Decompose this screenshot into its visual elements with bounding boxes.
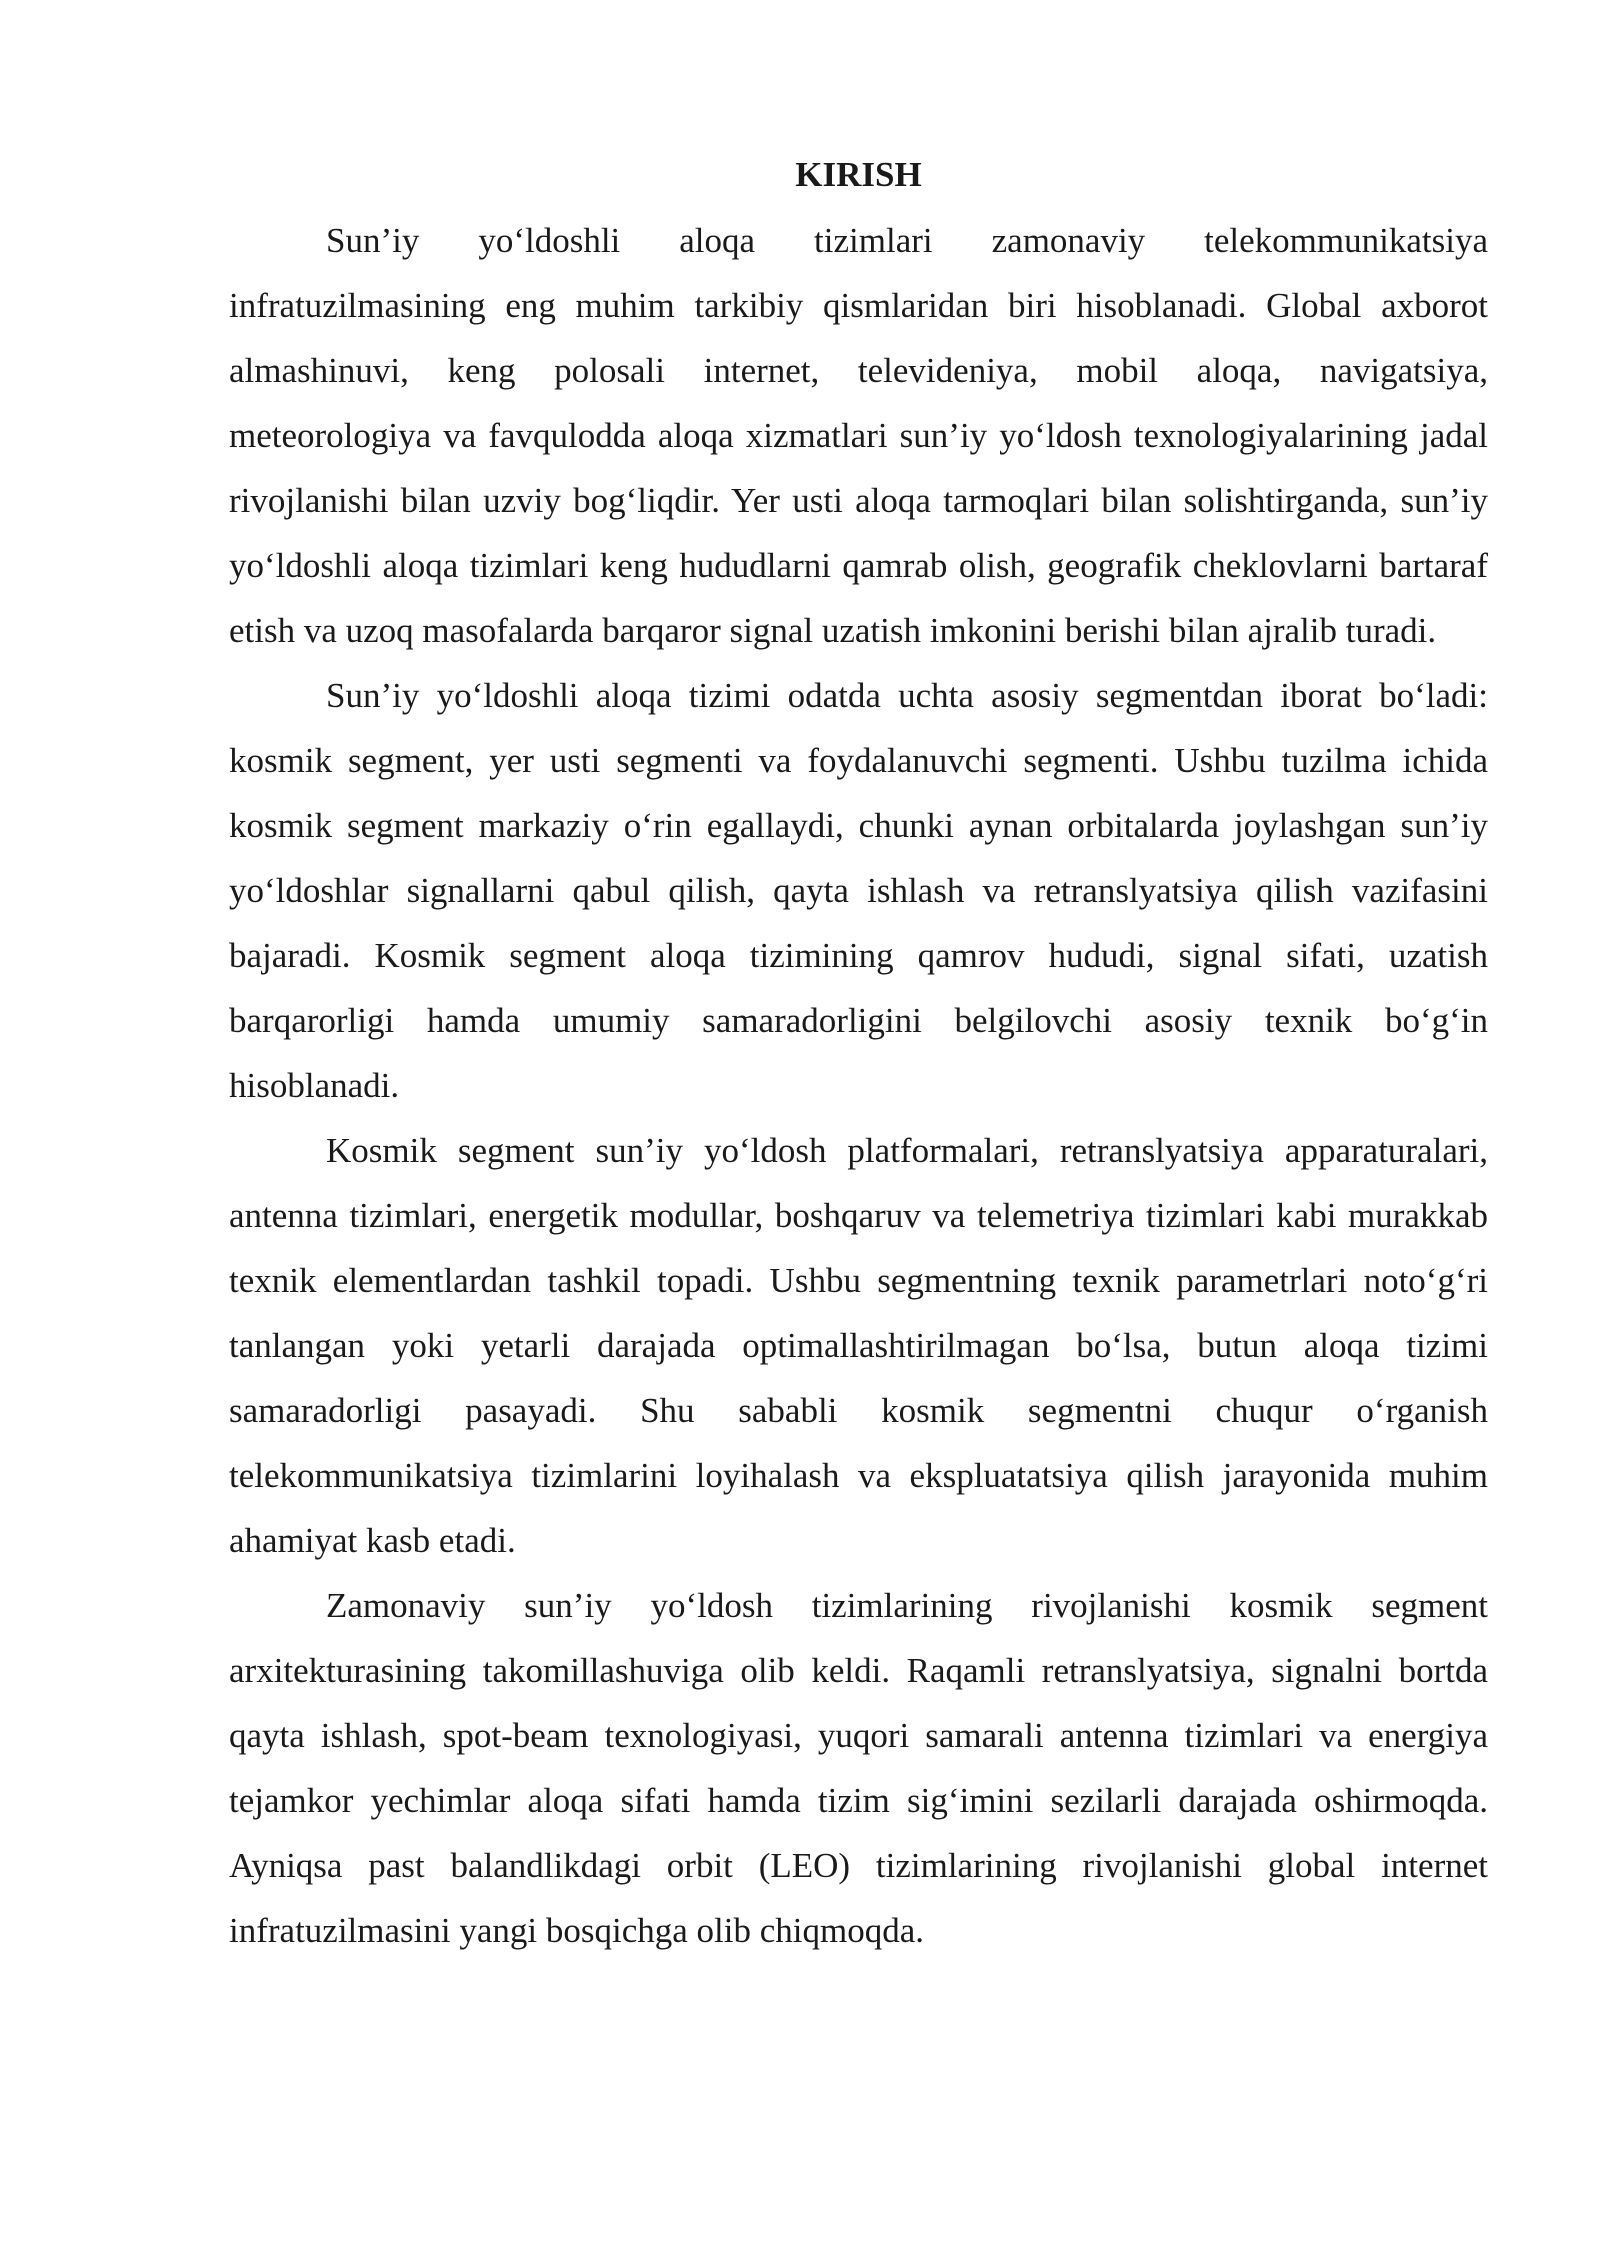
paragraph-3: Kosmik segment sun’iy yo‘ldosh platformalari, retranslyatsiya apparaturalari, antenna tizimlari, energetik modullar, boshqaruv va telemetriya tizimlari kabi murakkab texnik elementlardan tashkil topadi. Ushbu segmentning texnik parametrlari noto‘g‘ri tanlangan yoki yetarli darajada optimallashtirilmagan bo‘lsa, butun aloqa tizimi samaradorligi pasayadi. Shu sababli kosmik segmentni chuqur o‘rganish telekommunikatsiya tizimlarini loyihalash va ekspluatatsiya qilish jarayonida muhim ahamiyat kasb etadi. (229, 1131, 1488, 1560)
paragraph-4: Zamonaviy sun’iy yo‘ldosh tizimlarining rivojlanishi kosmik segment arxitekturasining takomillashuviga olib keldi. Raqamli retranslyatsiya, signalni bortda qayta ishlash, spot-beam texnologiyasi, yuqori samarali antenna tizimlari va energiya tejamkor yechimlar aloqa sifati hamda tizim sig‘imini sezilarli darajada oshirmoqda. Ayniqsa past balandlikdagi orbit (LEO) tizimlarining rivojlanishi global internet infratuzilmasini yangi bosqichga olib chiqmoqda. (229, 1586, 1488, 1950)
paragraph-1: Sun’iy yo‘ldoshli aloqa tizimlari zamonaviy telekommunikatsiya infratuzilmasining eng muhim tarkibiy qismlaridan biri hisoblanadi. Global axborot almashinuvi, keng polosali internet, televideniya, mobil aloqa, navigatsiya, meteorologiya va favqulodda aloqa xizmatlari sun’iy yo‘ldosh texnologiyalarining jadal rivojlanishi bilan uzviy bog‘liqdir. Yer usti aloqa tarmoqlari bilan solishtirganda, sun’iy yo‘ldoshli aloqa tizimlari keng hududlarni qamrab olish, geografik cheklovlarni bartaraf etish va uzoq masofalarda barqaror signal uzatish imkonini berishi bilan ajralib turadi. (229, 221, 1488, 650)
section-heading: KIRISH (795, 155, 922, 194)
paragraph-2: Sun’iy yo‘ldoshli aloqa tizimi odatda uchta asosiy segmentdan iborat bo‘ladi: kosmik segment, yer usti segmenti va foydalanuvchi segmenti. Ushbu tuzilma ichida kosmik segment markaziy o‘rin egallaydi, chunki aynan orbitalarda joylashgan sun’iy yo‘ldoshlar signallarni qabul qilish, qayta ishlash va retranslyatsiya qilish vazifasini bajaradi. Kosmik segment aloqa tizimining qamrov hududi, signal sifati, uzatish barqarorligi hamda umumiy samaradorligini belgilovchi asosiy texnik bo‘g‘in hisoblanadi. (229, 676, 1488, 1105)
document-body (229, 150, 1488, 1963)
